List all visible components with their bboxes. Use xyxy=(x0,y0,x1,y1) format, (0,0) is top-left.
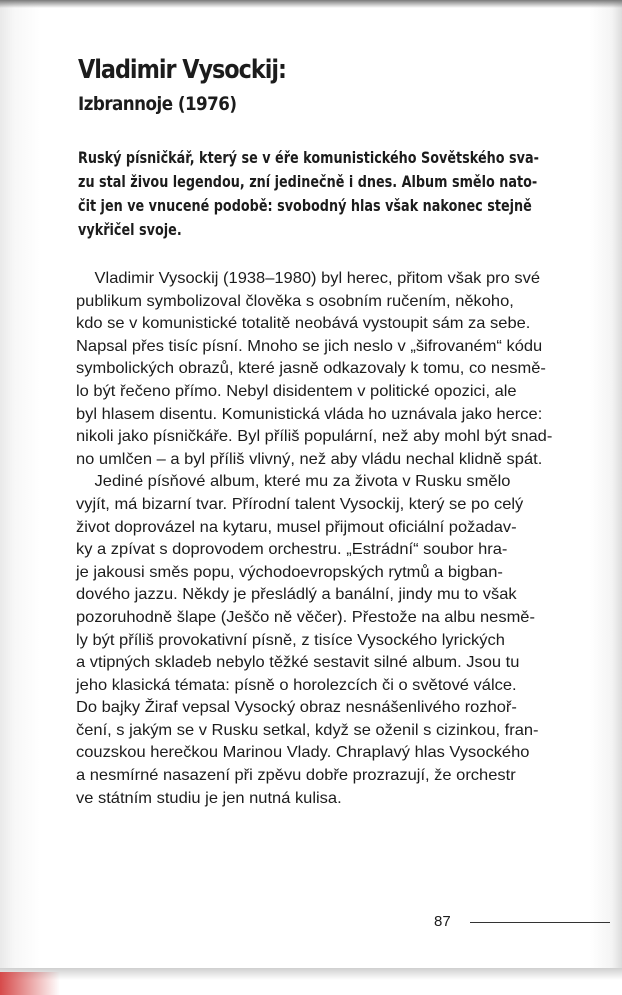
body-line: dového jazzu. Někdy je přesládlý a banální, jindy mu to však xyxy=(76,586,517,604)
page-bottom-edge xyxy=(0,968,622,995)
lead-line: Ruský písničkář, který se v éře komunistického Sovětského sva- xyxy=(78,148,539,167)
body-line: lo být řečeno přímo. Nebyl disidentem v politické opozici, ale xyxy=(76,382,517,400)
body-line: couzskou herečkou Marinou Vlady. Chraplavý hlas Vysockého xyxy=(76,744,530,762)
body-line: nikoli jako písničkáře. Byl příliš populární, než aby mohl být snad- xyxy=(76,428,553,446)
body-line: Jediné písňové album, které mu za života v Rusku smělo xyxy=(94,473,511,491)
body-line: Do bajky Žiraf vepsal Vysocký obraz nesnášenlivého rozhoř- xyxy=(76,699,517,717)
footer-rule xyxy=(470,922,610,923)
album-subtitle: Izbrannoje (1976) xyxy=(78,93,237,115)
lead-paragraph xyxy=(78,146,573,242)
lead-line: vykřičel svoje. xyxy=(78,220,182,239)
body-text xyxy=(76,268,568,810)
body-line: je jakousi směs popu, východoevropských rytmů a bigban- xyxy=(76,563,503,581)
body-line: jeho klasická témata: písně o horolezcích či o světové válce. xyxy=(76,676,517,694)
body-line: čení, s jakým se v Rusku setkal, když se oženil s cizinkou, fran- xyxy=(76,721,539,739)
body-line: ve státním studiu je jen nutná kulisa. xyxy=(76,789,342,807)
body-line: Vladimir Vysockij (1938–1980) byl herec, přitom však pro své xyxy=(94,270,540,287)
lead-line: zu stal živou legendou, zní jedinečně i dnes. Album smělo nato- xyxy=(78,172,538,191)
body-line: kdo se v komunistické totalitě neobává vystoupit sám za sebe. xyxy=(76,315,531,333)
page-title: Vladimir Vysockij: xyxy=(78,55,286,85)
body-line: Napsal přes tisíc písní. Mnoho se jich neslo v „šifrovaném“ kódu xyxy=(76,337,543,355)
body-line: a vtipných skladeb nebylo těžké sestavit silné album. Jsou tu xyxy=(76,654,520,672)
page-bottom-red-mark xyxy=(0,972,60,995)
body-line: no umlčen – a byl příliš vlivný, než aby vládu nechal klidně spát. xyxy=(76,450,543,468)
body-line: vyjít, má bizarní tvar. Přírodní talent Vysockij, který se po celý xyxy=(76,495,524,513)
body-line: pozoruhodně šlape (Ješčo ně věčer). Přestože na albu nesmě- xyxy=(76,608,535,626)
body-line: ky a zpívat s doprovodem orchestru. „Estrádní“ soubor hra- xyxy=(76,541,508,559)
lead-line: čit jen ve vnucené podobě: svobodný hlas však nakonec stejně xyxy=(78,196,532,215)
page-top-shadow xyxy=(0,0,622,8)
body-line: život doprovázel na kytaru, musel přijmout oficiální požadav- xyxy=(76,518,517,536)
body-line: publikum symbolizoval člověka s osobním ručením, někoho, xyxy=(76,292,514,310)
body-line: byl hlasem disentu. Komunistická vláda ho uznávala jako herce: xyxy=(76,405,543,423)
body-line: a nesmírné nasazení při zpěvu dobře prozrazují, že orchestr xyxy=(76,767,516,785)
body-line: ly být příliš provokativní písně, z tisíce Vysockého lyrických xyxy=(76,631,505,649)
body-line: symbolických obrazů, které jasně odkazovaly k tomu, co nesmě- xyxy=(76,360,546,378)
page-number: 87 xyxy=(434,913,451,930)
